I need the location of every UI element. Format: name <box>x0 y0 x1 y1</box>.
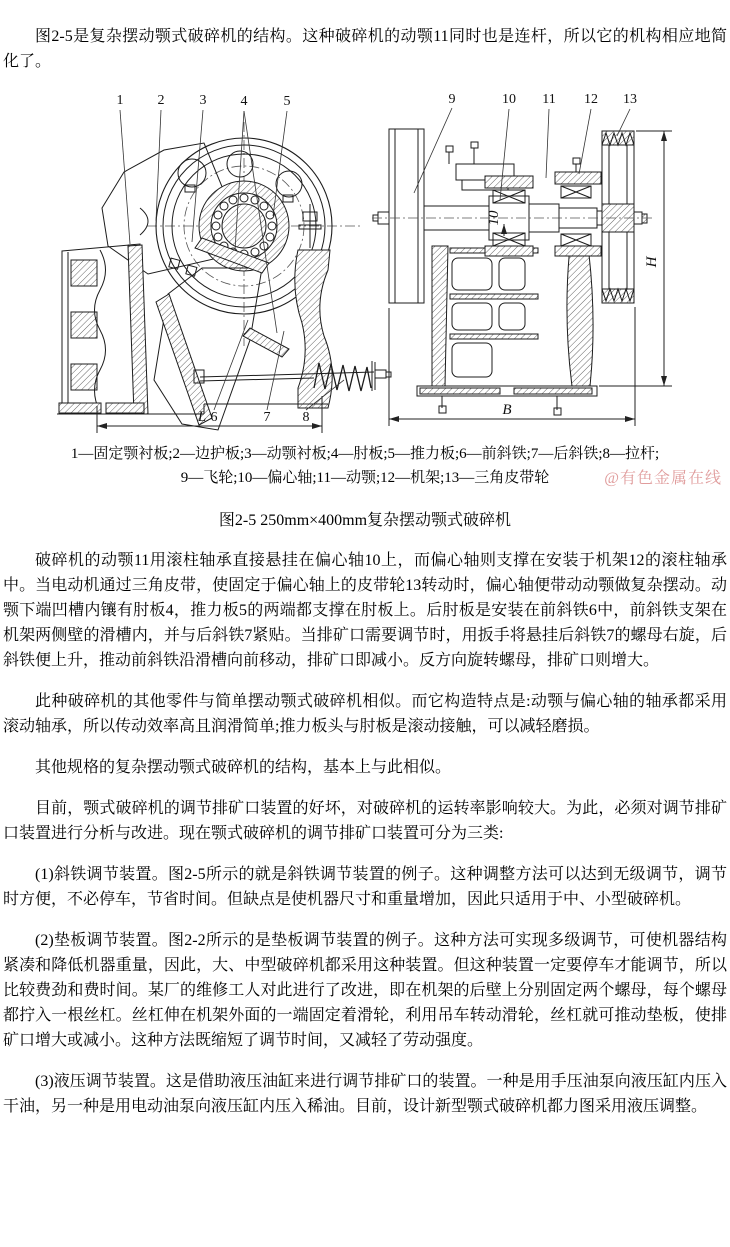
mechanism-description-paragraph: 破碎机的动颚11用滚柱轴承直接悬挂在偏心轴10上，而偏心轴则支撑在安装于机架12的滚柱轴承中。当电动机通过三角皮带，使固定于偏心轴上的皮带轮13转动时，偏心轴便带动动颚做复杂摆动。动颚下端凹槽内镶有肘板4，推力板5的两端都支撑在肘板上。后肘板是安装在前斜铁6中，前斜铁支架在机架两侧壁的滑槽内，并与后斜铁7紧贴。当排矿口需要调节时，用扳手将悬挂后斜铁7的螺母右旋，后斜铁便上升，推动前斜铁沿滑槽向前移动，排矿口即减小。反方向旋转螺母，排矿口则增大。 <box>3 552 727 669</box>
parts-list-line1: 1—固定颚衬板;2—边护板;3—动颚衬板;4—肘板;5—推力板;6—前斜铁;7—后斜铁;8—拉杆; <box>70 446 660 462</box>
dimension-B: B <box>502 402 512 418</box>
right-view <box>372 92 672 426</box>
dimension-eccentricity: 10 <box>486 210 502 226</box>
figure-parts-list <box>0 442 730 490</box>
crusher-diagram <box>52 88 702 438</box>
other-specs-paragraph: 其他规格的复杂摆动颚式破碎机的结构，基本上与此相似。 <box>35 759 452 776</box>
parts-list-line2: 9—飞轮;10—偏心轴;11—动颚;12—机架;13—三角皮带轮 <box>180 470 550 486</box>
shim-adjustment-paragraph: (2)垫板调节装置。图2-2所示的是垫板调节装置的例子。这种方法可实现多级调节，可使机器结构紧凑和降低机器重量，因此，大、中型破碎机都采用这种装置。但这种装置一定要停车才能调节，所以比较费劲和费时间。某厂的维修工人对此进行了改进，即在机架的后壁上分别固定两个螺母，每个螺母都拧入一根丝杠。丝杠伸在机架外面的一端固定着滑轮，利用吊车转动滑轮，丝杠就可推动垫板，使排矿口增大或减小。这种方法既缩短了调节时间，又减轻了劳动强度。 <box>3 932 727 1049</box>
dimension-L: L <box>197 409 207 425</box>
part-label-6: 6 <box>210 410 218 425</box>
watermark: @有色金属在线 <box>604 470 722 487</box>
part-label-2: 2 <box>157 93 165 108</box>
intro-paragraph: 图2-5是复杂摆动颚式破碎机的结构。这种破碎机的动颚11同时也是连杆，所以它的机构相应地简化了。 <box>3 28 727 70</box>
adjustment-overview-paragraph: 目前，颚式破碎机的调节排矿口装置的好坏，对破碎机的运转率影响较大。为此，必须对调节排矿口装置进行分析与改进。现在颚式破碎机的调节排矿口装置可分为三类: <box>3 800 727 842</box>
part-label-3: 3 <box>199 93 207 108</box>
part-label-7: 7 <box>263 410 271 425</box>
left-view <box>57 93 391 433</box>
part-label-12: 12 <box>584 92 598 107</box>
part-label-1: 1 <box>116 93 124 108</box>
part-label-8: 8 <box>302 410 310 425</box>
part-label-9: 9 <box>448 92 456 107</box>
features-paragraph: 此种破碎机的其他零件与简单摆动颚式破碎机相似。而它构造特点是:动颚与偏心轴的轴承都采用滚动轴承，所以传动效率高且润滑简单;推力板头与肘板是滚动接触，可以减轻磨损。 <box>3 693 727 735</box>
part-label-13: 13 <box>623 92 637 107</box>
dimension-H: H <box>644 256 660 268</box>
figure-2-5 <box>0 88 730 532</box>
part-label-11: 11 <box>542 92 556 107</box>
figure-title: 图2-5 250mm×400mm复杂摆动颚式破碎机 <box>218 512 512 529</box>
part-label-4: 4 <box>240 94 248 109</box>
part-label-10: 10 <box>502 92 516 107</box>
part-label-5: 5 <box>283 94 291 109</box>
hydraulic-adjustment-paragraph: (3)液压调节装置。这是借助液压油缸来进行调节排矿口的装置。一种是用手压油泵向液压缸内压入干油，另一种是用电动油泵向液压缸内压入稀油。目前，设计新型颚式破碎机都力图采用液压调整。 <box>3 1073 727 1115</box>
wedge-adjustment-paragraph: (1)斜铁调节装置。图2-5所示的就是斜铁调节装置的例子。这种调整方法可以达到无级调节，调节时方便，不必停车，节省时间。但缺点是使机器尺寸和重量增加，因此只适用于中、小型破碎机。 <box>3 866 727 908</box>
